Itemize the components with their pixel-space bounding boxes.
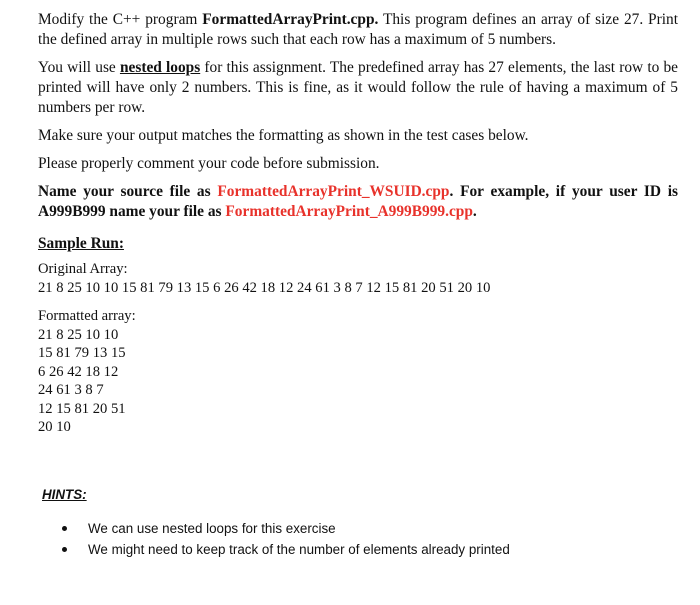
intro-suffix: This program defines an array of size 27. Print the defined array in multiple rows such that each row has a maximum of 5 numbers. [38, 11, 678, 48]
formatted-row: 24 61 3 8 7 [38, 382, 104, 398]
formatted-row: 20 10 [38, 419, 71, 435]
formatted-row: 21 8 25 10 10 [38, 326, 119, 343]
hints-heading: HINTS: [42, 487, 87, 502]
sample-run-heading: Sample Run: [38, 235, 124, 252]
formatted-row: 15 81 79 13 15 [38, 345, 126, 361]
bullet-icon [62, 526, 67, 531]
filename-example: FormattedArrayPrint_A999B999.cpp [225, 203, 473, 220]
comment-paragraph: Please properly comment your code before submission. [38, 155, 380, 172]
formatted-row: 6 26 42 18 12 [38, 363, 119, 380]
formatted-array-label: Formatted array: [38, 308, 136, 324]
filename-paragraph [38, 182, 678, 222]
hint-text: We might need to keep track of the number of elements already printed [88, 542, 510, 557]
bullet-icon [62, 547, 67, 552]
intro-prefix: Modify the C++ program [38, 11, 203, 28]
hint-text: We can use nested loops for this exercise [88, 521, 336, 536]
nested-suffix: for this assignment. The predefined array has 27 elements, the last row to be printed will have only 2 numbers. This is fine, as it would follow the rule of having a maximum of 5 numbers per row. [38, 59, 678, 116]
filename-template: FormattedArrayPrint_WSUID.cpp [217, 183, 450, 200]
filename-part2: . For example, if your user ID is A999B999 name your file as [38, 183, 678, 220]
assignment-document [38, 10, 678, 447]
hint-item [62, 539, 510, 560]
filename-part1: Name your source file as [38, 183, 218, 200]
original-array-block [38, 260, 678, 297]
hint-item [62, 518, 510, 539]
formatted-array-block [38, 307, 678, 437]
nested-prefix: You will use [38, 59, 120, 76]
hints-list [62, 518, 510, 560]
program-filename: FormattedArrayPrint.cpp. [202, 11, 379, 28]
original-array-label: Original Array: [38, 261, 128, 277]
filename-part3: . [472, 203, 477, 220]
formatted-row: 12 15 81 20 51 [38, 400, 126, 417]
nested-loops-emphasis: nested loops [119, 59, 201, 76]
nested-loops-paragraph [38, 58, 678, 118]
formatting-paragraph: Make sure your output matches the formatting as shown in the test cases below. [38, 127, 529, 144]
original-array-values: 21 8 25 10 10 15 81 79 13 15 6 26 42 18 12 24 61 3 8 7 12 15 81 20 51 20 10 [38, 279, 491, 296]
intro-paragraph [38, 10, 678, 50]
